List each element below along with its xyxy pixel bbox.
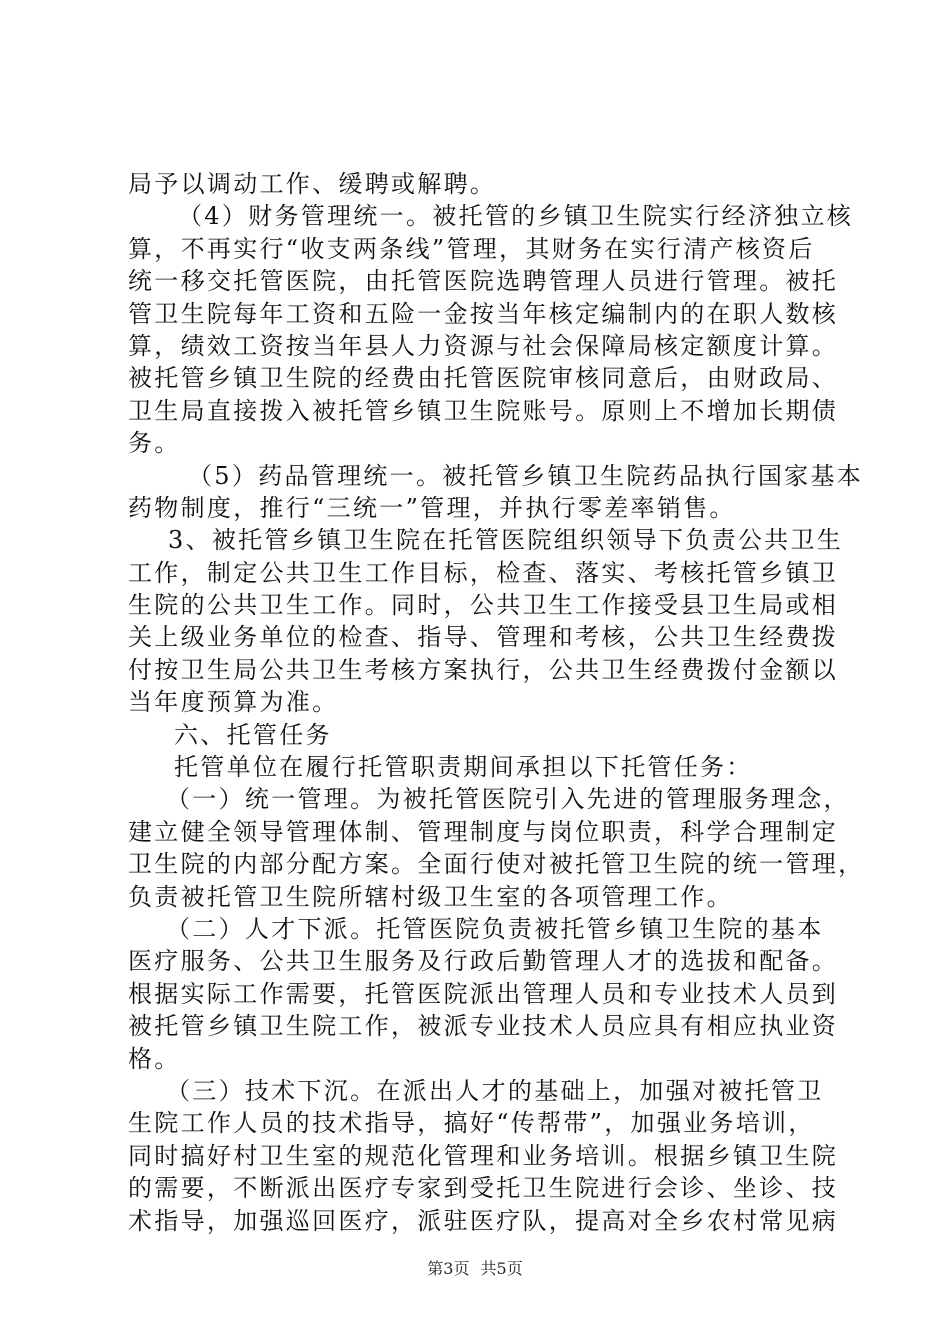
text-line: 负责被托管卫生院所辖村级卫生室的各项管理工作。 — [128, 882, 733, 911]
text-line: 卫生院的内部分配方案。全面行使对被托管卫生院的统一管理， — [128, 850, 865, 879]
text-line: 局予以调动工作、缓聘或解聘。 — [128, 170, 497, 198]
paragraph-first-line: （4）财务管理统一。被托管的乡镇卫生院实行经济独立核 — [178, 202, 854, 231]
text-line: 工作，制定公共卫生工作目标，检查、落实、考核托管乡镇卫 — [128, 558, 839, 587]
text-line: 同时搞好村卫生室的规范化管理和业务培训。根据乡镇卫生院 — [128, 1141, 839, 1170]
text-line: 生院工作人员的技术指导，搞好“传帮带”，加强业务培训， — [128, 1109, 815, 1138]
page-number: 第3页 — [427, 1259, 470, 1278]
text-line: 术指导，加强巡回医疗，派驻医疗队，提高对全乡农村常见病 — [128, 1206, 839, 1235]
text-line: 被托管乡镇卫生院工作，被派专业技术人员应具有相应执业资 — [128, 1012, 839, 1041]
paragraph-first-line: 托管单位在履行托管职责期间承担以下托管任务： — [174, 753, 753, 782]
text-line: 的需要，不断派出医疗专家到受托卫生院进行会诊、坐诊、技 — [128, 1174, 839, 1203]
paragraph-first-line: （二）人才下派。托管医院负责被托管乡镇卫生院的基本 — [166, 914, 824, 943]
text-line: 务。 — [128, 429, 181, 458]
text-line: 根据实际工作需要，托管医院派出管理人员和专业技术人员到 — [128, 979, 839, 1008]
text-line: 当年度预算为准。 — [128, 688, 339, 717]
paragraph-first-line: （一）统一管理。为被托管医院引入先进的管理服务理念， — [166, 785, 850, 814]
text-line: 关上级业务单位的检查、指导、管理和考核，公共卫生经费拨 — [128, 623, 839, 652]
text-line: 管卫生院每年工资和五险一金按当年核定编制内的在职人数核 — [128, 299, 839, 328]
paragraph-first-line: 3、被托管乡镇卫生院在托管医院组织领导下负责公共卫生 — [168, 526, 844, 555]
text-line: 算，不再实行“收支两条线”管理，其财务在实行清产核资后 — [128, 234, 815, 263]
paragraph-first-line: （三）技术下沉。在派出人才的基础上，加强对被托管卫 — [166, 1076, 824, 1105]
document-body — [128, 168, 865, 1237]
text-line: 付按卫生局公共卫生考核方案执行，公共卫生经费拨付金额以 — [128, 655, 839, 684]
text-line: 统一移交托管医院，由托管医院选聘管理人员进行管理。被托 — [128, 267, 839, 296]
text-line: 被托管乡镇卫生院的经费由托管医院审核同意后，由财政局、 — [128, 364, 839, 393]
text-line: 格。 — [128, 1044, 181, 1073]
text-line: 算，绩效工资按当年县人力资源与社会保障局核定额度计算。 — [128, 331, 839, 360]
page-total: 共5页 — [480, 1259, 523, 1278]
text-line: 卫生局直接拨入被托管乡镇卫生院账号。原则上不增加长期债 — [128, 396, 839, 425]
section-heading: 六、托管任务 — [174, 720, 332, 749]
text-line: 医疗服务、公共卫生服务及行政后勤管理人才的选拔和配备。 — [128, 947, 839, 976]
paragraph-first-line: （5）药品管理统一。被托管乡镇卫生院药品执行国家基本 — [188, 461, 864, 490]
text-line: 生院的公共卫生工作。同时，公共卫生工作接受县卫生局或相 — [128, 591, 839, 620]
page-footer — [0, 1256, 950, 1279]
text-line: 建立健全领导管理体制、管理制度与岗位职责，科学合理制定 — [128, 817, 839, 846]
text-line: 药物制度，推行“三统一”管理，并执行零差率销售。 — [128, 493, 736, 522]
